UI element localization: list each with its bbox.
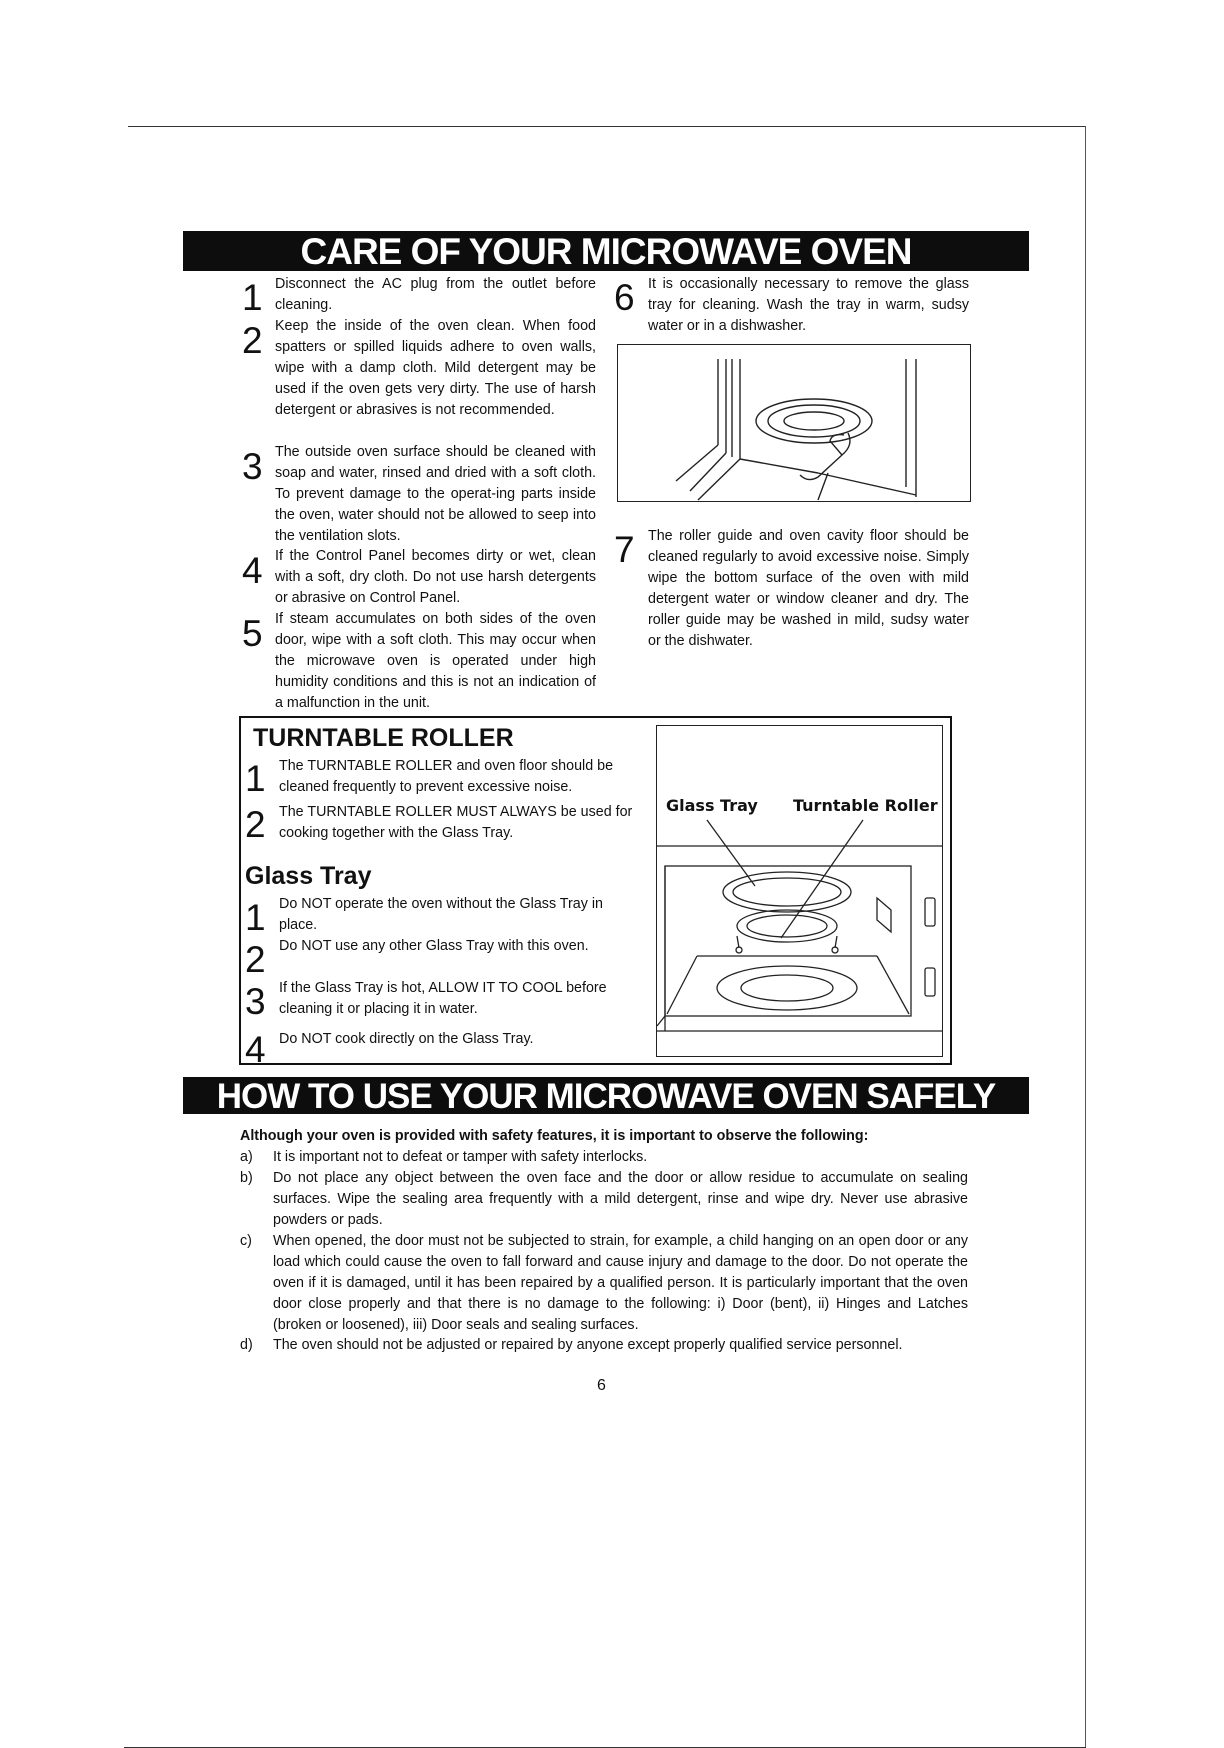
care-item-number: 7 xyxy=(614,529,635,570)
care-item-number: 4 xyxy=(242,550,263,591)
glass-tray-item-number: 2 xyxy=(245,939,266,980)
right-rule xyxy=(1085,126,1086,1748)
turntable-item-text: The TURNTABLE ROLLER and oven floor should be cleaned frequently to prevent excessive noise. xyxy=(279,758,614,795)
safety-item-text: It is important not to defeat or tamper with safety interlocks. xyxy=(273,1149,648,1165)
care-item-number: 3 xyxy=(242,446,263,487)
safety-title-banner: HOW TO USE YOUR MICROWAVE OVEN SAFELY xyxy=(183,1077,1029,1114)
care-item-text: Disconnect the AC plug from the outlet before cleaning. xyxy=(275,276,596,313)
glass-tray-item-number: 4 xyxy=(245,1029,266,1070)
care-item-number: 2 xyxy=(242,320,263,361)
care-item-number: 6 xyxy=(614,277,635,318)
turntable-item-text: The TURNTABLE ROLLER MUST ALWAYS be used for cooking together with the Glass Tray. xyxy=(279,804,633,841)
safety-item-letter: d) xyxy=(240,1337,253,1353)
safety-item-text: When opened, the door must not be subjected to strain, for example, a child hanging on an open door or any load which could cause the oven to fall forward and cause injury and damage to the door. Do not operate the oven if it is damaged, until it has been repaired by a qualified person. It is particularly important that the oven door close properly and that there is no damage to the following: i) Door (bent), ii) Hinges and Latches (broken or loosened), iii) Door seals and sealing surfaces. xyxy=(273,1233,968,1333)
glass-tray-title: Glass Tray xyxy=(245,862,372,890)
glass-tray-item-number: 1 xyxy=(245,897,266,938)
care-item-text: If steam accumulates on both sides of the oven door, wipe with a soft cloth. This may occur when the microwave oven is operated under high humidity conditions and this is not an indication of a malfunction in the unit. xyxy=(275,611,596,711)
safety-item-letter: b) xyxy=(240,1170,253,1186)
safety-item-letter: c) xyxy=(240,1233,252,1249)
care-item-text: The outside oven surface should be cleaned with soap and water, rinsed and dried with a soft cloth. To prevent damage to the operat-ing parts inside the oven, water should not be allowed to seep into the ventilation slots. xyxy=(275,444,596,544)
glass-tray-item-text: Do NOT operate the oven without the Glass Tray in place. xyxy=(279,896,603,933)
safety-item-text: Do not place any object between the oven face and the door or allow residue to accumulate on sealing surfaces. Wipe the sealing area frequently with a mild detergent, rinse and wipe dry. Never use abrasive powders or pads. xyxy=(273,1170,968,1228)
glass-tray-item-text: If the Glass Tray is hot, ALLOW IT TO COOL before cleaning it or placing it in water. xyxy=(279,980,607,1017)
top-rule xyxy=(128,126,1086,127)
turntable-item-number: 1 xyxy=(245,758,266,799)
care-item-text: The roller guide and oven cavity floor should be cleaned regularly to avoid excessive noise. Simply wipe the bottom surface of the oven with mild detergent water or window cleaner and dry. The roller guide may be washed in mild, sudsy water or the dishwater. xyxy=(648,528,969,649)
turntable-item-number: 2 xyxy=(245,804,266,845)
care-item-number: 1 xyxy=(242,277,263,318)
care-item-text: It is occasionally necessary to remove the glass tray for cleaning. Wash the tray in warm, sudsy water or in a dishwasher. xyxy=(648,276,969,334)
glass-tray-item-text: Do NOT cook directly on the Glass Tray. xyxy=(279,1031,534,1047)
safety-intro: Although your oven is provided with safety features, it is important to observe the following: xyxy=(240,1128,869,1144)
care-item-text: Keep the inside of the oven clean. When food spatters or spilled liquids adhere to oven walls, wipe with a damp cloth. Mild detergent may be used if the oven gets very dirty. The use of harsh detergent or abrasives is not recommended. xyxy=(275,318,596,418)
glass-tray-item-text: Do NOT use any other Glass Tray with this oven. xyxy=(279,938,589,954)
safety-item-text: The oven should not be adjusted or repaired by anyone except properly qualified service personnel. xyxy=(273,1337,903,1353)
care-title-banner: CARE OF YOUR MICROWAVE OVEN xyxy=(183,231,1029,271)
care-item-number: 5 xyxy=(242,613,263,654)
tray-removal-drawing xyxy=(618,345,970,501)
diagram-label-turntable-roller: Turntable Roller xyxy=(793,796,938,815)
diagram-label-glass-tray: Glass Tray xyxy=(666,796,758,815)
turntable-diagram xyxy=(656,725,943,1057)
care-item-text: If the Control Panel becomes dirty or wet, clean with a soft, dry cloth. Do not use harsh detergents or abrasive on Control Panel. xyxy=(275,548,596,606)
page-number: 6 xyxy=(597,1377,606,1394)
turntable-roller-title: TURNTABLE ROLLER xyxy=(253,724,514,752)
tray-removal-illustration xyxy=(617,344,971,502)
glass-tray-item-number: 3 xyxy=(245,981,266,1022)
safety-item-letter: a) xyxy=(240,1149,253,1165)
turntable-drawing xyxy=(657,726,942,1056)
